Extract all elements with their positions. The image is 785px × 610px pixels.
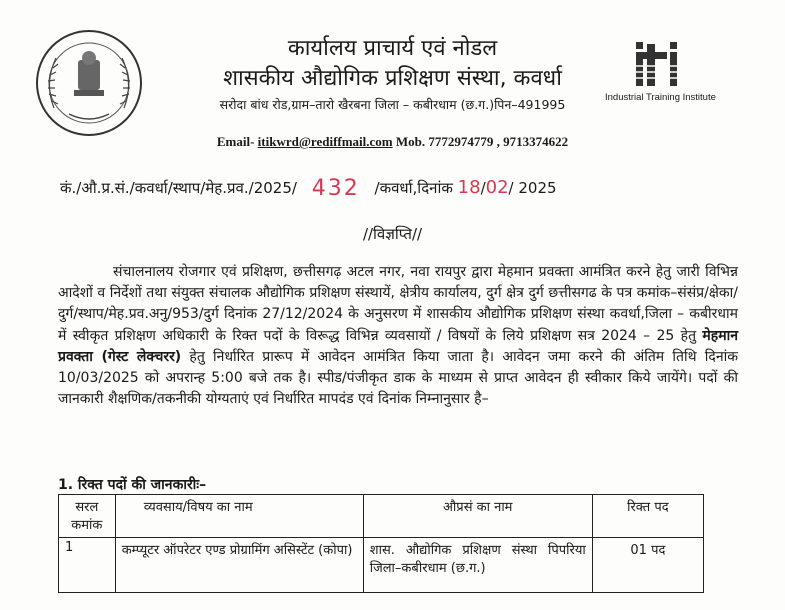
body-text-part2: हेतु निर्धारित प्रारूप में आवेदन आमंत्रित किया जाता है। आवेदन जमा करने की अंतिम तिथि दिनांक 10/03/2025 को अपरान्ह 5:00 बजे तक है। स्पीड/पंजीकृत डाक के माध्यम से प्राप्त आवेदन ही स्वीकार किये जायेंगे। पदों की जानकारी शैक्षणिक/तकनीकी योग्यताएं एवं निर्धारित मापदंड एवं दिनांक निम्नानुसार है– [58,348,738,408]
date-day: 18 [457,177,481,198]
logo-caption: Industrial Training Institute [605,92,716,103]
notice-body [58,262,738,410]
vacancy-table [58,494,704,593]
date-month: 02 [485,177,509,198]
cell-trade: कम्प्यूटर ऑपरेटर एण्ड प्रोग्रामिंग असिस्टेंट (कोपा) [115,538,363,593]
reference-place-date-label: /कवर्धा,दिनांक [374,179,453,197]
header-trade: व्यवसाय/विषय का नाम [115,495,363,538]
date-year: / 2025 [508,179,557,197]
header-posts: रिक्त पद [592,495,703,538]
email-link[interactable]: itikwrd@rediffmail.com [257,134,393,149]
cell-serial: 1 [59,538,116,593]
table-header-row [59,495,704,538]
section-title: 1. रिक्त पदों की जानकारीः– [58,477,207,493]
notice-title: //विज्ञप्ति// [362,225,423,243]
email-label: Email- [216,134,255,149]
body-bold-guest-lecturer: मेहमान प्रवक्ता (गेस्ट लेक्चरर) [58,327,738,365]
reference-number: 432 [311,176,360,201]
body-text-part1: संचालनालय रोजगार एवं प्रशिक्षण, छत्तीसगढ़ अटल नगर, नवा रायपुर द्वारा मेहमान प्रवक्ता आमंत्रित करने हेतु जारी विभिन्न आदेशों व निर्देशों तथा संयुक्त संचालक औद्योगिक प्रशिक्षण संस्थायें, क्षेत्रीय कार्यालय, दुर्ग क्षेत्र दुर्ग छत्तीसगढ के पत्र कमांक–संसंप्र/क्षेका/दुर्ग/स्थाप/मेह.प्रव.अनु/953/दुर्ग दिनांक 27/12/2024 के अनुसरण में शासकीय औद्योगिक प्रशिक्षण संस्था कवर्धा,जिला – कबीरधाम में स्वीकृत प्रशिक्षण अधिकारी के रिक्त पदों के विरूद्ध विभिन्न व्यवसायों / विषयों के लिये प्रशिक्षण सत्र 2024 – 25 हेतु [58,264,738,344]
cell-posts: 01 पद [592,538,703,593]
header-serial: सरल कमांक [59,495,116,538]
iti-logo [632,38,682,94]
phone-numbers: 7772974779 , 9713374622 [428,134,569,149]
reference-line: कं./औ.प्र.सं./कवर्धा/स्थाप/मेह.प्रव./2025/ 432 /कवर्धा,दिनांक 18/02/ 2025 [60,176,557,201]
reference-prefix: कं./औ.प्र.सं./कवर्धा/स्थाप/मेह.प्रव./2025/ [60,179,297,197]
cell-institute: शास. औद्योगिक प्रशिक्षण संस्था पिपरिया जिला–कबीरधाम (छ.ग.) [363,538,592,593]
header-institute: औप्रसं का नाम [363,495,592,538]
office-title-line1: कार्यालय प्राचार्य एवं नोडल [287,36,498,61]
mob-label: Mob. [395,134,426,149]
contact-line [0,134,785,150]
table-row [59,538,704,593]
office-title-line2: शासकीय औद्योगिक प्रशिक्षण संस्था, कवर्धा [223,66,562,91]
office-address: सरोदा बांध रोड,ग्राम–तारो खैरबना जिला – कबीरधाम (छ.ग.)पिन–491995 [219,97,566,112]
